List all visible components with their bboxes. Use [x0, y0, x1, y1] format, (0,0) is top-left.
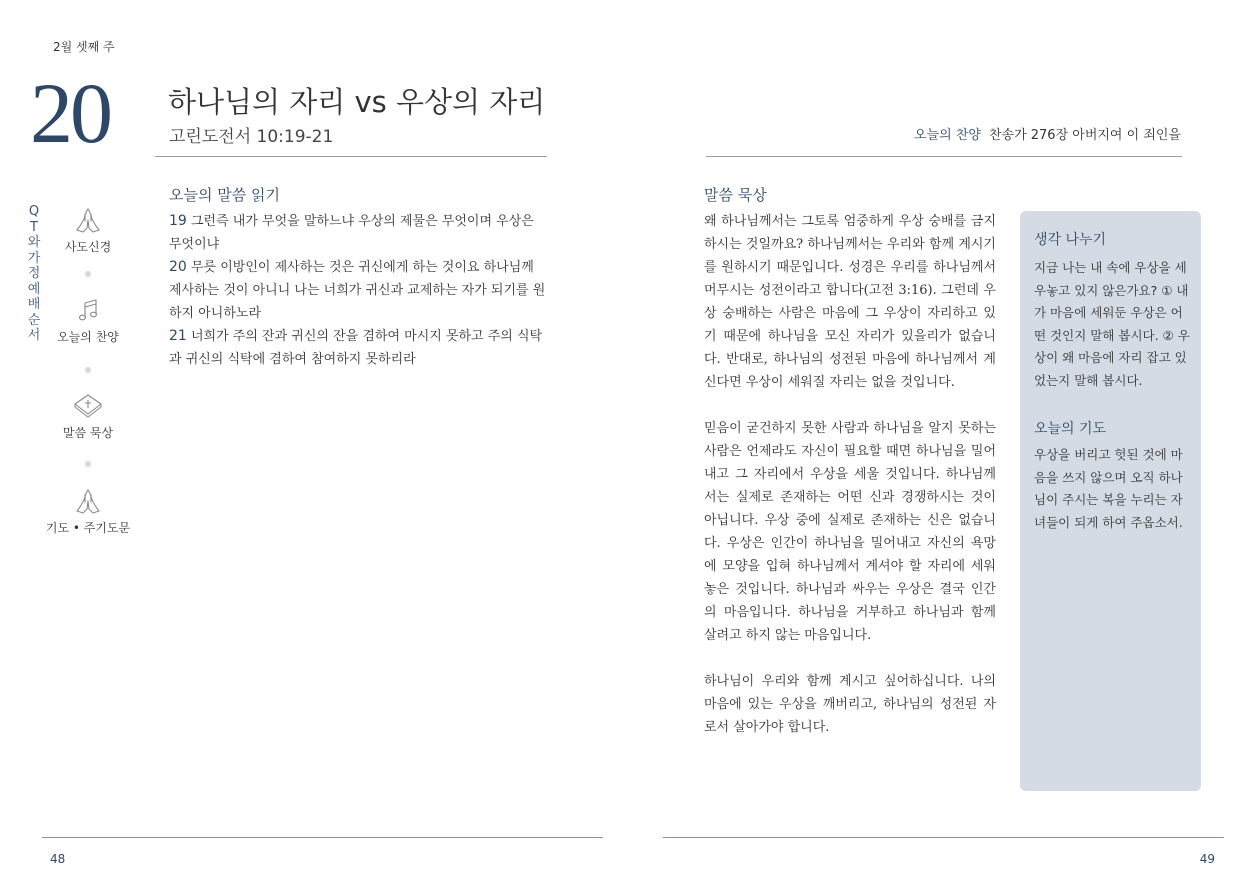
verse-text: 무릇 이방인이 제사하는 것은 귀신에게 하는 것이요 하나님께 제사하는 것이 아니니 나는 너희가 귀신과 교제하는 자가 되기를 원하지 아니하노라 [169, 260, 546, 321]
verse-number: 20 [169, 259, 187, 275]
vertical-char: 순 [27, 312, 41, 328]
step-prayer [38, 487, 138, 536]
meditation-heading: 말씀 묵상 [704, 186, 767, 204]
vertical-char: 가 [27, 250, 41, 266]
vertical-char: T [30, 219, 38, 235]
bible-icon [72, 392, 104, 420]
verse [169, 256, 547, 325]
verse-text: 너희가 주의 잔과 귀신의 잔을 겸하여 마시지 못하고 주의 식탁과 귀신의 식탁에 겸하여 참여하지 못하리라 [169, 329, 543, 367]
reflection-sidebox [1020, 211, 1201, 791]
meditation-paragraph: 왜 하나님께서는 그토록 엄중하게 우상 숭배를 금지하시는 것일까요? 하나님께서는 우리와 함께 계시기를 원하시기 때문입니다. 성경은 우리를 하나님께서 머무시는 성전이라고 합니다(고전 3:16). 그런데 우상 숭배하는 사람은 마음에 그 우상이 자리하고 있기 때문에 하나님을 모신 자리가 있을리가 없습니다. 반대로, 하나님의 성전된 마음에 하나님께서 계신다면 우상이 세워질 자리는 없을 것입니다. [704, 214, 996, 390]
step-separator-dot [85, 461, 91, 467]
verse-text: 그런즉 내가 무엇을 말하느냐 우상의 제물은 무엇이며 우상은 무엇이냐 [169, 214, 534, 252]
todays-hymn [914, 124, 1181, 143]
page-number-left: 48 [50, 852, 66, 866]
scripture-reference: 고린도전서 10:19-21 [169, 127, 334, 147]
step-label: 기도 • 주기도문 [45, 521, 131, 535]
verse-number: 21 [169, 328, 187, 344]
day-number: 20 [30, 65, 110, 161]
footer-divider-right [663, 837, 1224, 838]
page-title: 하나님의 자리 vs 우상의 자리 [168, 85, 546, 119]
meditation-body [704, 210, 996, 762]
vertical-char: 서 [27, 328, 41, 343]
hymn-label: 오늘의 찬양 [914, 128, 981, 143]
step-label: 사도신경 [64, 240, 112, 254]
music-note-icon [73, 298, 103, 324]
reading-heading: 오늘의 말씀 읽기 [169, 186, 280, 204]
step-todays-hymn [38, 298, 138, 345]
step-label: 오늘의 찬양 [57, 330, 119, 344]
prayer-heading: 오늘의 기도 [1034, 421, 1107, 437]
step-meditation [38, 392, 138, 441]
footer-divider-left [42, 837, 603, 838]
title-divider-left [155, 156, 547, 157]
vertical-char: 배 [27, 297, 41, 312]
meditation-paragraph: 하나님이 우리와 함께 계시고 싶어하십니다. 나의 마음에 있는 우상을 깨버리고, 하나님의 성전된 자로서 살아가야 합니다. [704, 674, 996, 735]
prayer-text: 우상을 버리고 헛된 것에 마음을 쓰지 않으며 오직 하나님이 주시는 복을 누리는 자녀들이 되게 하여 주옵소서. [1034, 447, 1183, 530]
sharing-text: 지금 나는 내 속에 우상을 세우놓고 있지 않은가요? ① 내가 마음에 세워둔 우상은 어떤 것인지 말해 봅시다. ② 우상이 왜 마음에 자리 잡고 있었는지 말해 봅시다. [1034, 260, 1190, 388]
verse [169, 325, 547, 371]
step-label: 말씀 묵상 [62, 426, 114, 440]
step-apostles-creed [38, 206, 138, 255]
praying-hands-icon [73, 206, 103, 234]
sharing-heading: 생각 나누기 [1034, 232, 1107, 248]
week-label: 2월 셋째 주 [53, 40, 115, 54]
vertical-char: 예 [27, 281, 41, 297]
vertical-char: 와 [27, 235, 41, 250]
hymn-title: 찬송가 276장 아버지여 이 죄인을 [988, 128, 1181, 143]
verse-number: 19 [169, 213, 187, 229]
title-divider-right [706, 156, 1182, 157]
verse [169, 210, 547, 256]
step-separator-dot [85, 367, 91, 373]
vertical-char: Q [28, 204, 40, 219]
vertical-char: 정 [27, 266, 41, 281]
page-number-right: 49 [1199, 852, 1215, 866]
meditation-paragraph: 믿음이 굳건하지 못한 사람과 하나님을 알지 못하는 사람은 언제라도 자신이 필요할 때면 하나님을 밀어내고 그 자리에서 우상을 세울 것입니다. 하나님께서는 실제로 존재하는 어떤 신과 경쟁하시는 것이 아닙니다. 우상 중에 실제로 존재하는 신은 없습니다. 우상은 인간이 하나님을 밀어내고 자신의 욕망에 모양을 입혀 하나님께서 계셔야 할 자리에 세워 놓은 것입니다. 하나님과 싸우는 우상은 결국 인간의 마음입니다. 하나님을 거부하고 하나님과 함께 살려고 하지 않는 마음입니다. [704, 421, 996, 643]
praying-hands-icon [73, 487, 103, 515]
scripture-reading [169, 210, 547, 371]
step-separator-dot [85, 271, 91, 277]
